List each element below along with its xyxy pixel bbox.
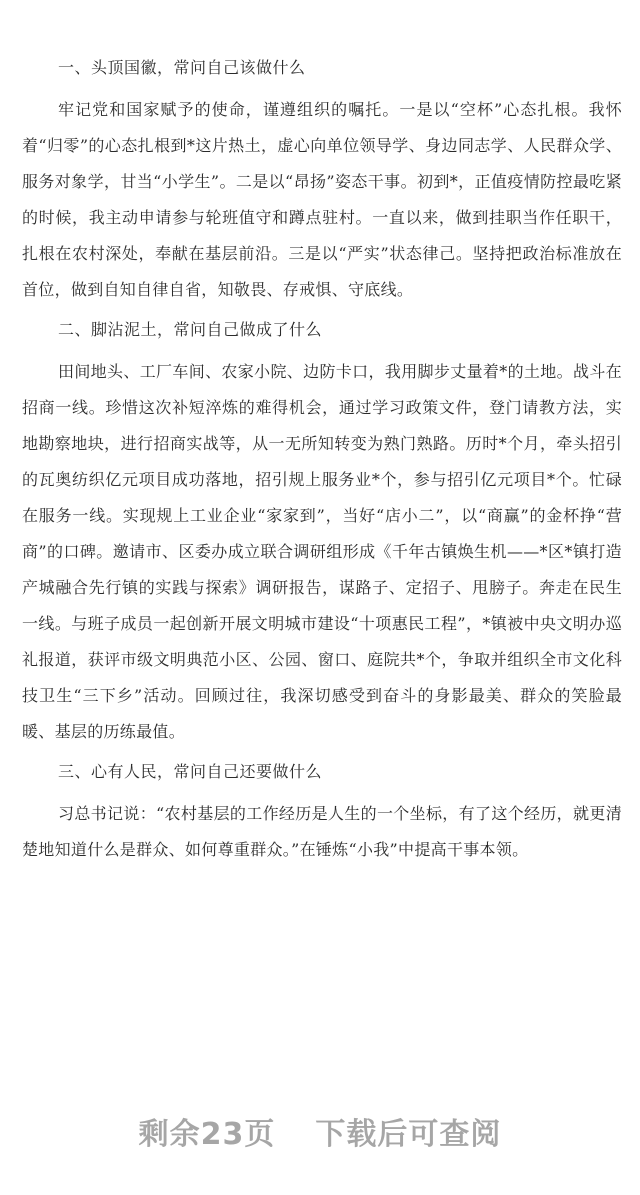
download-banner[interactable] [0, 1110, 640, 1160]
section-paragraph-3: 习总书记说：“农村基层的工作经历是人生的一个坐标，有了这个经历，就更清楚地知道什么是群众、如何尊重群众。”在锤炼“小我”中提高干事本领。 [22, 804, 622, 859]
section-heading-3: 三、心有人民，常问自己还要做什么 [58, 762, 323, 781]
document-body [22, 50, 622, 868]
section-paragraph-2: 田间地头、工厂车间、农家小院、边防卡口，我用脚步丈量着*的土地。战斗在招商一线。珍惜这次补短淬炼的难得机会，通过学习政策文件，登门请教方法，实地勘察地块，进行招商实战等，从一无所知转变为熟门熟路。历时*个月，牵头招引的瓦奥纺织亿元项目成功落地，招引规上服务业*个，参与招引亿元项目*个。忙碌在服务一线。实现规上工业企业“家家到”，当好“店小二”，以“商赢”的金杯挣“营商”的口碑。邀请市、区委办成立联合调研组形成《千年古镇焕生机——*区*镇打造产城融合先行镇的实践与探索》调研报告，谋路子、定招子、甩膀子。奔走在民生一线。与班子成员一起创新开展文明城市建设“十项惠民工程”，*镇被中央文明办巡礼报道，获评市级文明典范小区、公园、窗口、庭院共*个，争取并组织全市文化科技卫生“三下乡”活动。回顾过往，我深切感受到奋斗的身影最美、群众的笑脸最暖、基层的历练最值。 [22, 362, 622, 741]
section-heading-1: 一、头顶国徽，常问自己该做什么 [58, 58, 306, 77]
section-heading-2: 二、脚沾泥土，常问自己做成了什么 [58, 320, 323, 339]
section-paragraph-1: 牢记党和国家赋予的使命，谨遵组织的嘱托。一是以“空杯”心态扎根。我怀着“归零”的心态扎根到*这片热土，虚心向单位领导学、身边同志学、人民群众学、服务对象学，甘当“小学生”。二是以“昂扬”姿态干事。初到*，正值疫情防控最吃紧的时候，我主动申请参与轮班值守和蹲点驻村。一直以来，做到挂职当作任职干，扎根在农村深处，奉献在基层前沿。三是以“严实”状态律己。坚持把政治标准放在首位，做到自知自律自省，知敬畏、存戒惧、守底线。 [22, 100, 622, 299]
remaining-pages-text: 剩余23页 [138, 1117, 276, 1152]
download-prompt-text[interactable]: 下载后可查阅 [315, 1117, 502, 1152]
